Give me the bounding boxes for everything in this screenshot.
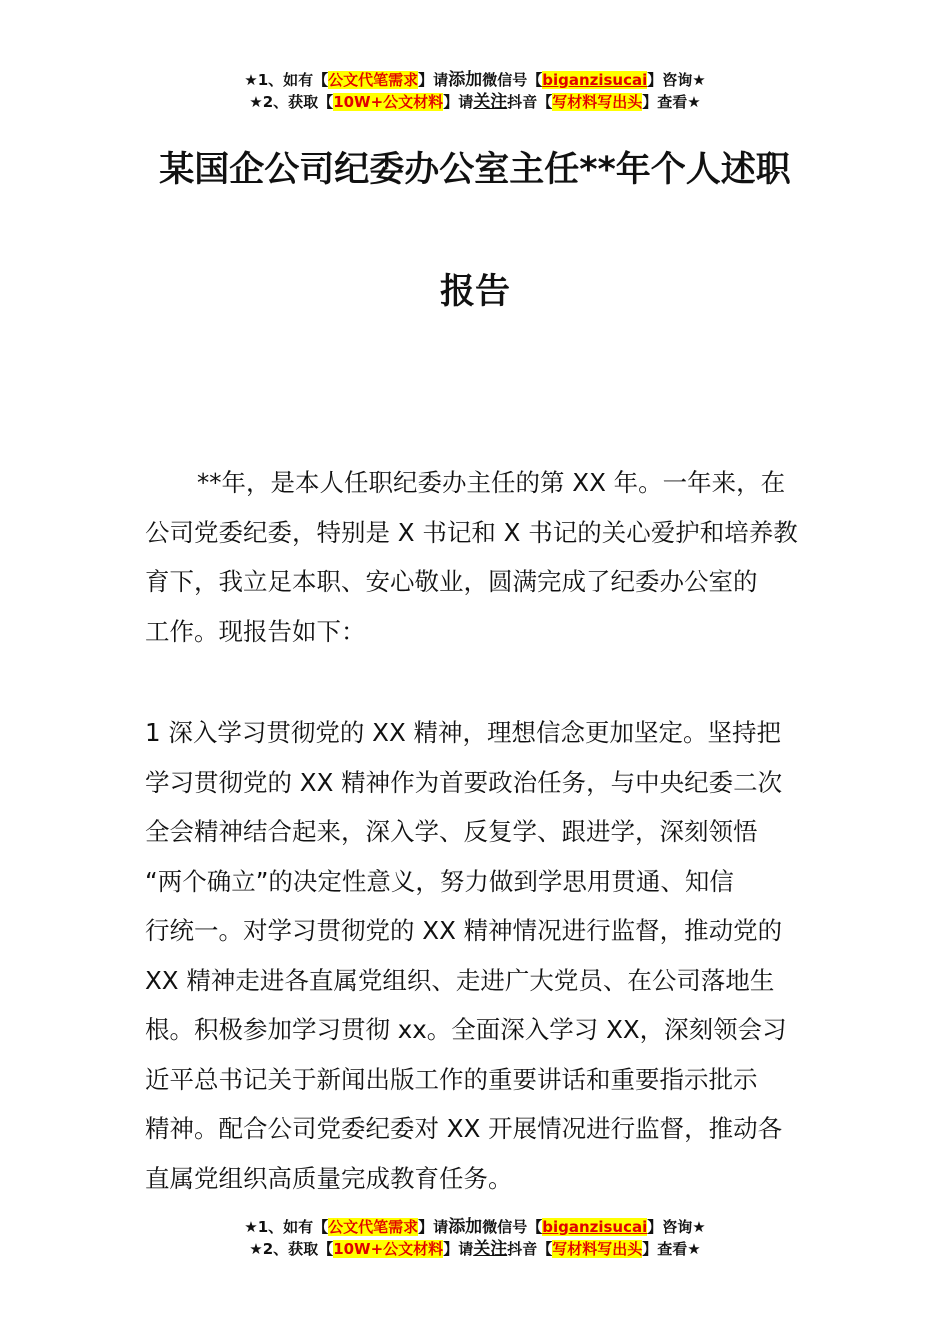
paragraph-line: “两个确立”的决定性意义，努力做到学思用贯通、知信 xyxy=(145,866,734,896)
header-banner xyxy=(0,69,950,113)
paragraph-line: 公司党委纪委，特别是 X 书记和 X 书记的关心爱护和培养教 xyxy=(145,517,798,547)
paragraph-line: 精神。配合公司党委纪委对 XX 开展情况进行监督，推动各 xyxy=(145,1114,783,1143)
banner-text: ★2、获取【 xyxy=(249,93,334,111)
banner-emphasis: 关注 xyxy=(473,1239,508,1259)
paragraph-line: 行统一。对学习贯彻党的 XX 精神情况进行监督，推动党的 xyxy=(145,916,783,945)
paragraph-line: 全会精神结合起来，深入学、反复学、跟进学，深刻领悟 xyxy=(145,817,758,846)
banner-line-1 xyxy=(0,1216,950,1238)
highlight-materials: 10W+公文材料 xyxy=(333,1240,444,1258)
banner-text: 】查看★ xyxy=(642,93,701,111)
paragraph-line: 育下，我立足本职、安心敬业，圆满完成了纪委办公室的 xyxy=(145,567,758,596)
paragraph-line: 直属党组织高质量完成教育任务。 xyxy=(145,1163,513,1193)
banner-text: 】咨询★ xyxy=(647,1218,706,1236)
douyin-account: 写材料写出头 xyxy=(552,93,643,111)
banner-text: 微信号【 xyxy=(482,1218,543,1236)
banner-text: 】查看★ xyxy=(642,1240,701,1258)
paragraph-line: 近平总书记关于新闻出版工作的重要讲话和重要指示批示 xyxy=(145,1064,758,1094)
banner-text: 抖音【 xyxy=(507,93,553,111)
highlight-service: 公文代笔需求 xyxy=(328,71,419,89)
document-title: 某国企公司纪委办公室主任**年个人述职 xyxy=(159,150,791,190)
banner-text: 】请 xyxy=(418,1218,449,1236)
banner-text: 抖音【 xyxy=(507,1240,553,1258)
highlight-service: 公文代笔需求 xyxy=(328,1218,419,1236)
douyin-account: 写材料写出头 xyxy=(552,1240,643,1258)
document-title-continued: 报告 xyxy=(439,272,510,312)
wechat-id-link[interactable]: biganzisucai xyxy=(542,71,648,89)
banner-emphasis: 添加 xyxy=(448,70,483,90)
intro-paragraph xyxy=(145,458,810,656)
banner-text: 】请 xyxy=(443,1240,474,1258)
banner-line-1 xyxy=(0,69,950,91)
paragraph-line: 工作。现报告如下： xyxy=(145,616,366,646)
paragraph-line: 1 深入学习贯彻党的 XX 精神，理想信念更加坚定。坚持把 xyxy=(145,718,782,747)
banner-text: ★2、获取【 xyxy=(249,1240,334,1258)
paragraph-line: XX 精神走进各直属党组织、走进广大党员、在公司落地生 xyxy=(145,965,775,995)
banner-line-2 xyxy=(0,1238,950,1260)
banner-text: 微信号【 xyxy=(482,71,543,89)
wechat-id-link[interactable]: biganzisucai xyxy=(542,1218,648,1236)
banner-line-2 xyxy=(0,91,950,113)
paragraph-line: 根。积极参加学习贯彻 xx。全面深入学习 XX，深刻领会习 xyxy=(145,1015,787,1044)
banner-text: ★1、如有【 xyxy=(244,71,329,89)
banner-emphasis: 添加 xyxy=(448,1217,483,1237)
banner-emphasis: 关注 xyxy=(473,92,508,112)
footer-banner xyxy=(0,1216,950,1260)
banner-text: 】咨询★ xyxy=(647,71,706,89)
banner-text: 】请 xyxy=(418,71,449,89)
banner-text: ★1、如有【 xyxy=(244,1218,329,1236)
paragraph-line: **年，是本人任职纪委办主任的第 XX 年。一年来，在 xyxy=(197,468,786,497)
highlight-materials: 10W+公文材料 xyxy=(333,93,444,111)
banner-text: 】请 xyxy=(443,93,474,111)
section-1-paragraph xyxy=(145,708,810,1203)
paragraph-line: 学习贯彻党的 XX 精神作为首要政治任务，与中央纪委二次 xyxy=(145,767,783,797)
